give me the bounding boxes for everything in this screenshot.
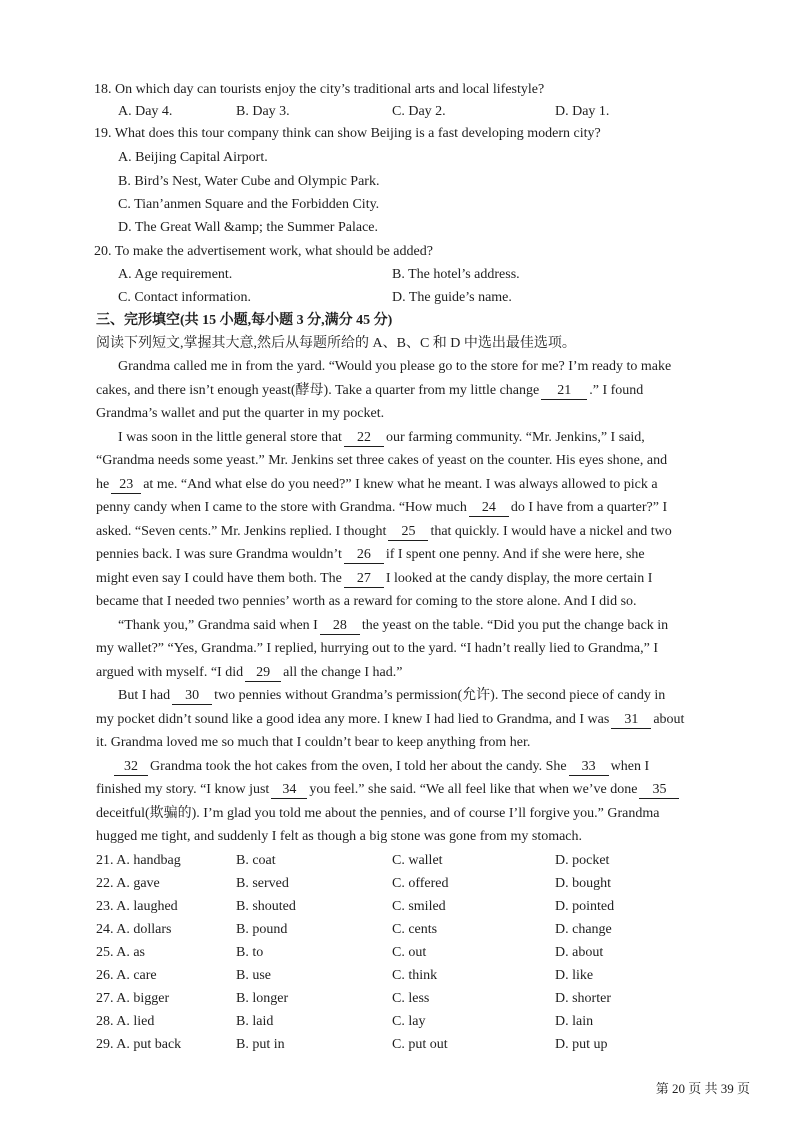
blank-21: 21: [541, 383, 587, 400]
blank-27: 27: [344, 571, 384, 588]
blank-33: 33: [569, 759, 609, 776]
choice-22-b: B. served: [236, 876, 289, 891]
choice-28-b: B. laid: [236, 1014, 274, 1029]
passage-p2-line3: he 23 at me. “And what else do you need?” I knew what he meant. I was always allowed to pick a: [96, 477, 658, 492]
passage-p2-line1: I was soon in the little general store that 22 our farming community. “Mr. Jenkins,” I said,: [118, 430, 645, 445]
blank-26: 26: [344, 547, 384, 564]
question-18-option-a: A. Day 4.: [118, 104, 173, 119]
passage-p2-line5: asked. “Seven cents.” Mr. Jenkins replied. I thought 25 that quickly. I would have a nickel and two: [96, 524, 672, 539]
passage-p1-line2: cakes, and there isn’t enough yeast(酵母). Take a quarter from my little change 21 .” I found: [96, 383, 644, 398]
section-heading: 三、完形填空(共 15 小题,每小题 3 分,满分 45 分): [96, 313, 393, 328]
question-19-option-d: D. The Great Wall &amp; the Summer Palace.: [118, 220, 379, 235]
choice-29-d: D. put up: [555, 1037, 608, 1052]
choice-24-d: D. change: [555, 922, 612, 937]
passage-p3-line2: my wallet?” “Yes, Grandma.” I replied, hurrying out to the yard. “I hadn’t really lied to Grandma,” I: [96, 641, 659, 656]
passage-p2-line7: might even say I could have them both. The 27 I looked at the candy display, the more certain I: [96, 571, 653, 586]
choice-25-b: B. to: [236, 945, 264, 960]
passage-p3-line3: argued with myself. “I did 29 all the change I had.”: [96, 665, 403, 680]
passage-p5-line1: 32 Grandma took the hot cakes from the oven, I told her about the candy. She 33 when I: [112, 757, 649, 777]
passage-p1-line1: Grandma called me in from the yard. “Would you please go to the store for me? I’m ready to make: [118, 359, 672, 374]
choice-21-d: D. pocket: [555, 853, 610, 868]
question-19-option-a: A. Beijing Capital Airport.: [118, 150, 268, 165]
choice-29-b: B. put in: [236, 1037, 285, 1052]
choice-21-b: B. coat: [236, 853, 276, 868]
section-instruction: 阅读下列短文,掌握其大意,然后从每题所给的 A、B、C 和 D 中选出最佳选项。: [96, 336, 576, 351]
passage-p4-line2: my pocket didn’t sound like a good idea any more. I knew I had lied to Grandma, and I was 31 about: [96, 712, 685, 727]
question-20-option-d: D. The guide’s name.: [392, 290, 512, 305]
choice-24-b: B. pound: [236, 922, 288, 937]
passage-p4-line1: But I had 30 two pennies without Grandma’s permission(允许). The second piece of candy in: [118, 688, 666, 703]
question-20-stem: 20. To make the advertisement work, what should be added?: [94, 244, 433, 259]
question-18-option-c: C. Day 2.: [392, 104, 446, 119]
passage-p5-line4: hugged me tight, and suddenly I felt as though a big stone was gone from my stomach.: [96, 829, 583, 844]
choice-25-c: C. out: [392, 945, 427, 960]
choice-23-a: 23. A. laughed: [96, 899, 178, 914]
question-20-option-c: C. Contact information.: [118, 290, 251, 305]
passage-p5-line2: finished my story. “I know just 34 you feel.” she said. “We all feel like that when we’ve done 35: [96, 780, 681, 800]
choice-28-d: D. lain: [555, 1014, 594, 1029]
choice-26-b: B. use: [236, 968, 271, 983]
choice-27-d: D. shorter: [555, 991, 611, 1006]
question-19-option-b: B. Bird’s Nest, Water Cube and Olympic Park.: [118, 174, 380, 189]
blank-28: 28: [320, 618, 360, 635]
blank-22: 22: [344, 430, 384, 447]
choice-21-c: C. wallet: [392, 853, 443, 868]
choice-27-c: C. less: [392, 991, 430, 1006]
passage-p4-line3: it. Grandma loved me so much that I couldn’t bear to keep anything from her.: [96, 735, 531, 750]
blank-31: 31: [611, 712, 651, 729]
choice-28-a: 28. A. lied: [96, 1014, 155, 1029]
blank-30: 30: [172, 688, 212, 705]
choice-25-a: 25. A. as: [96, 945, 145, 960]
passage-p2-line8: became that I needed two pennies’ worth as a reward for coming to the store alone. And I did so.: [96, 594, 637, 609]
choice-26-c: C. think: [392, 968, 438, 983]
choice-23-d: D. pointed: [555, 899, 615, 914]
page-number: 第 20 页 共 39 页: [655, 1081, 750, 1096]
choice-22-c: C. offered: [392, 876, 449, 891]
question-18-stem: 18. On which day can tourists enjoy the city’s traditional arts and local lifestyle?: [94, 82, 545, 97]
choice-24-a: 24. A. dollars: [96, 922, 172, 937]
blank-29: 29: [245, 665, 281, 682]
question-18-option-d: D. Day 1.: [555, 104, 610, 119]
blank-34: 34: [271, 782, 307, 799]
choice-29-c: C. put out: [392, 1037, 448, 1052]
question-18-option-b: B. Day 3.: [236, 104, 290, 119]
blank-35: 35: [639, 782, 679, 799]
passage-p5-line3: deceitful(欺骗的). I’m glad you told me about the pennies, and of course I’ll forgive you.” Grandma: [96, 806, 660, 821]
choice-22-a: 22. A. gave: [96, 876, 160, 891]
choice-26-d: D. like: [555, 968, 594, 983]
question-20-option-b: B. The hotel’s address.: [392, 267, 520, 282]
choice-25-d: D. about: [555, 945, 604, 960]
question-20-option-a: A. Age requirement.: [118, 267, 233, 282]
blank-25: 25: [388, 524, 428, 541]
question-19-stem: 19. What does this tour company think can show Beijing is a fast developing modern city?: [94, 126, 601, 141]
choice-29-a: 29. A. put back: [96, 1037, 182, 1052]
choice-23-b: B. shouted: [236, 899, 296, 914]
blank-32: 32: [114, 759, 148, 776]
choice-21-a: 21. A. handbag: [96, 853, 181, 868]
choice-23-c: C. smiled: [392, 899, 446, 914]
choice-22-d: D. bought: [555, 876, 611, 891]
question-19-option-c: C. Tian’anmen Square and the Forbidden City.: [118, 197, 380, 212]
blank-24: 24: [469, 500, 509, 517]
choice-28-c: C. lay: [392, 1014, 426, 1029]
choice-27-a: 27. A. bigger: [96, 991, 170, 1006]
choice-27-b: B. longer: [236, 991, 289, 1006]
passage-p2-line2: “Grandma needs some yeast.” Mr. Jenkins set three cakes of yeast on the counter. His eyes shone, and: [96, 453, 668, 468]
choice-24-c: C. cents: [392, 922, 438, 937]
passage-p2-line6: pennies back. I was sure Grandma wouldn’t 26 if I spent one penny. And if she were here, she: [96, 547, 645, 562]
passage-p1-line3: Grandma’s wallet and put the quarter in my pocket.: [96, 406, 385, 421]
passage-p2-line4: penny candy when I came to the store with Grandma. “How much 24 do I have from a quarter?” I: [96, 500, 668, 515]
passage-p3-line1: “Thank you,” Grandma said when I 28 the yeast on the table. “Did you put the change back in: [118, 618, 669, 633]
blank-23: 23: [111, 477, 141, 494]
choice-26-a: 26. A. care: [96, 968, 157, 983]
